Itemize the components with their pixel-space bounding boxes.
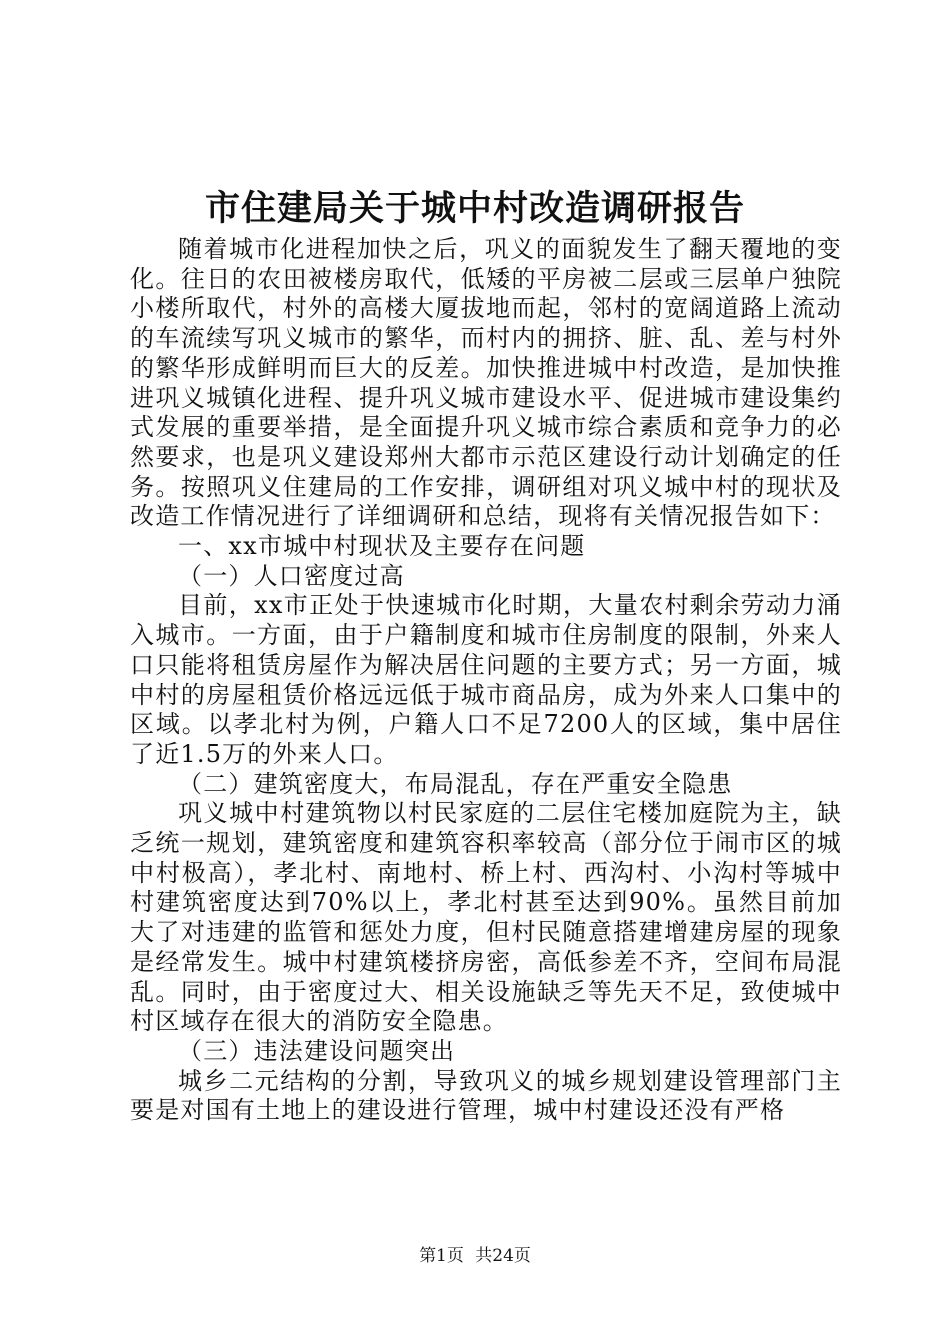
subsection-heading-2: （二）建筑密度大，布局混乱，存在严重安全隐患 [178,769,733,798]
subsection-heading-1: （一）人口密度过高 [178,561,405,590]
paragraph-population: 目前，xx市正处于快速城市化时期，大量农村剩余劳动力涌入城市。一方面，由于户籍制度和城市住房制度的限制，外来人口只能将租赁房屋作为解决居住问题的主要方式；另一方面，城中村的房屋租赁价格远远低于城市商品房，成为外来人口集中的区域。以孝北村为例，户籍人口不足7200人的区域，集中居住了近1.5万的外来人口。 [130,591,842,768]
document-title: 市住建局关于城中村改造调研报告 [204,188,745,229]
section-heading-1: 一、xx市城中村现状及主要存在问题 [178,532,586,561]
document-body [130,235,842,1126]
paragraph-building-density: 巩义城中村建筑物以村民家庭的二层住宅楼加庭院为主，缺乏统一规划，建筑密度和建筑容积率较高（部分位于闹市区的城中村极高），孝北村、南地村、桥上村、西沟村、小沟村等城中村建筑密度达到70%以上，孝北村甚至达到90%。虽然目前加大了对违建的监管和惩处力度，但村民随意搭建增建房屋的现象是经常发生。城中村建筑楼挤房密，高低参差不齐，空间布局混乱。同时，由于密度过大、相关设施缺乏等先天不足，致使城中村区域存在很大的消防安全隐患。 [130,799,842,1036]
page-footer [0,1244,950,1268]
subsection-heading-3: （三）违法建设问题突出 [178,1036,456,1065]
intro-paragraph: 随着城市化进程加快之后，巩义的面貌发生了翻天覆地的变化。往日的农田被楼房取代，低矮的平房被二层或三层单户独院小楼所取代，村外的高楼大厦拔地而起，邻村的宽阔道路上流动的车流续写巩义城市的繁华，而村内的拥挤、脏、乱、差与村外的繁华形成鲜明而巨大的反差。加快推进城中村改造，是加快推进巩义城镇化进程、提升巩义城市建设水平、促进城市建设集约式发展的重要举措，是全面提升巩义城市综合素质和竞争力的必然要求，也是巩义建设郑州大都市示范区建设行动计划确定的任务。按照巩义住建局的工作安排，调研组对巩义城中村的现状及改造工作情况进行了详细调研和总结，现将有关情况报告如下： [130,235,842,531]
page-number: 第1页 [419,1246,464,1266]
page-total: 共24页 [475,1246,531,1266]
paragraph-illegal-construction: 城乡二元结构的分割，导致巩义的城乡规划建设管理部门主要是对国有土地上的建设进行管理，城中村建设还没有严格 [130,1066,842,1125]
